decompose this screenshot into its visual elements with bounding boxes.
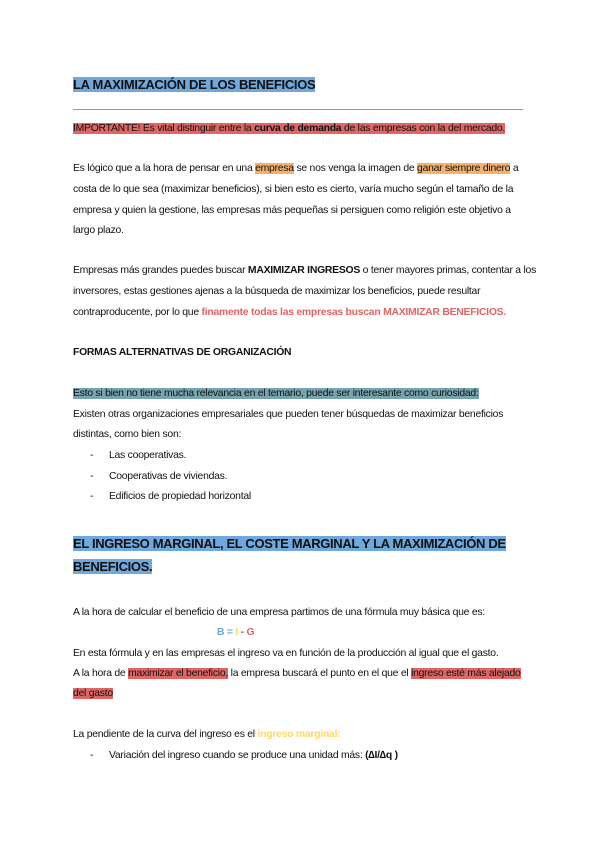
list-item-text: Edificios de propiedad horizontal: [109, 491, 251, 502]
horizontal-rule: [73, 109, 523, 110]
section-2-paragraph-3-line-2: [73, 687, 113, 701]
paragraph-2-line-3: [73, 306, 506, 320]
curiosity-note: [73, 387, 479, 401]
important-note: [73, 122, 505, 136]
section-title-text: EL INGRESO MARGINAL, EL COSTE MARGINAL Y LA MAXIMIZACIÓN DE: [73, 536, 506, 551]
paragraph-1-line-1: [73, 162, 518, 176]
yellow-emphasis-text: ingreso marginal:: [257, 729, 341, 740]
section-2-paragraph-4: [73, 728, 340, 742]
text-run: La pendiente de la curva del ingreso es el: [73, 729, 258, 740]
text-run: A la hora de: [73, 668, 129, 679]
formula-equals: =: [224, 627, 236, 638]
text-run: la empresa buscará el punto en el que el: [228, 668, 412, 679]
list-dash: -: [90, 491, 94, 502]
formula-g: G: [246, 627, 255, 638]
formula-b-i-g: [217, 626, 254, 640]
formula-b: B: [217, 627, 225, 638]
list-item-text: Cooperativas de viviendas.: [109, 471, 228, 482]
important-bold: curva de demanda: [254, 123, 342, 134]
formula-minus: -: [238, 627, 247, 638]
list-item-text: [109, 749, 398, 763]
section-2-paragraph-2: En esta fórmula y en las empresas el ingreso va en función de la producción al igual que el gasto.: [73, 648, 499, 659]
paragraph-1-line-2: costa de lo que sea (maximizar beneficios), si bien esto es cierto, varía mucho según el tamaño de la: [73, 184, 514, 195]
highlight-del-gasto: del gasto: [73, 688, 113, 699]
list-dash: -: [90, 750, 94, 761]
list-dash: -: [90, 471, 94, 482]
paragraph-3-line-1: Existen otras organizaciones empresariales que pueden tener búsquedas de maximizar beneficios: [73, 409, 504, 420]
paragraph-2-line-2: inversores, estas gestiones ajenas a la búsqueda de maximizar los beneficios, puede resultar: [73, 286, 481, 297]
subheading-formas-alternativas: FORMAS ALTERNATIVAS DE ORGANIZACIÓN: [73, 347, 292, 358]
section-2-paragraph-1: A la hora de calcular el beneficio de una empresa partimos de una fórmula muy básica que es:: [73, 607, 485, 618]
important-prefix: IMPORTANTE! Es vital distinguir entre la: [73, 123, 255, 134]
section-title-maximizacion: [73, 76, 315, 94]
formula-delta: (∆I/∆q ): [365, 750, 398, 761]
curiosity-highlight: Esto si bien no tiene mucha relevancia en el temario, puede ser interesante como curiosidad:: [73, 388, 479, 399]
bold-maximizar-ingresos: MAXIMIZAR INGRESOS: [247, 265, 361, 276]
list-dash: -: [90, 450, 94, 461]
important-note-highlight: [73, 123, 505, 134]
red-emphasis-text: finamente todas las empresas buscan MAXIMIZAR BENEFICIOS.: [201, 307, 506, 318]
paragraph-1-line-4: largo plazo.: [73, 225, 124, 236]
text-run: Variación del ingreso cuando se produce una unidad más:: [109, 750, 366, 761]
paragraph-1-line-3: empresa y quien la gestione, las empresas más pequeñas si persiguen como religión este objetivo a: [73, 205, 511, 216]
paragraph-3-line-2: distintas, como bien son:: [73, 429, 182, 440]
formula-i: I: [235, 627, 238, 638]
important-suffix: de las empresas con la del mercado.: [341, 123, 506, 134]
section-2-paragraph-3-line-1: [73, 667, 521, 681]
highlight-maximizar-beneficio: maximizar el beneficio,: [128, 668, 229, 679]
list-item-text: Las cooperativas.: [109, 450, 187, 461]
text-run: Es lógico que a la hora de pensar en una: [73, 163, 256, 174]
section-title-text: BENEFICIOS.: [73, 559, 153, 574]
section-title-ingreso-marginal-line-1: [73, 535, 506, 553]
section-title-text: LA MAXIMIZACIÓN DE LOS BENEFICIOS: [73, 77, 316, 92]
highlight-ganar-dinero: ganar siempre dinero: [417, 163, 511, 174]
section-title-ingreso-marginal-line-2: [73, 558, 152, 576]
paragraph-2-line-1: [73, 264, 536, 278]
highlight-empresa: empresa: [255, 163, 294, 174]
text-run: contraproducente, por lo que: [73, 307, 202, 318]
text-run: o tener mayores primas, contentar a los: [360, 265, 537, 276]
text-run: a: [510, 163, 519, 174]
text-run: se nos venga la imagen de: [293, 163, 418, 174]
highlight-ingreso-alejado: ingreso esté más alejado: [411, 668, 521, 679]
text-run: Empresas más grandes puedes buscar: [73, 265, 248, 276]
